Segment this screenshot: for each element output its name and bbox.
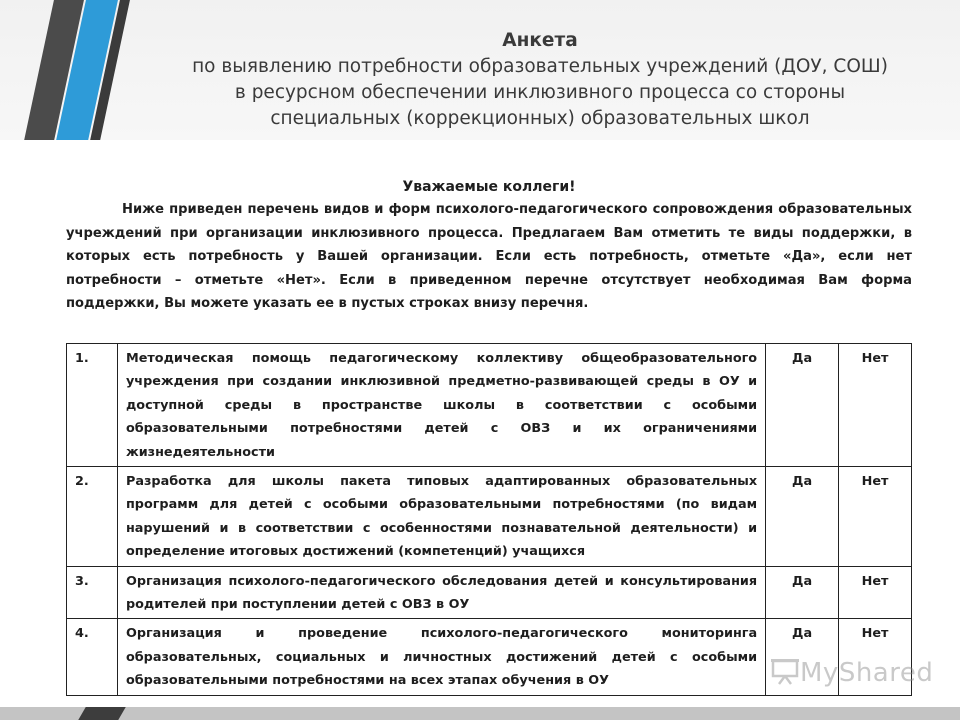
yes-option[interactable]: Да <box>766 566 839 619</box>
bottom-accent <box>78 707 126 720</box>
row-text: Организация и проведение психолого-педагогического мониторинга образовательных, социальных и личностных достижений детей с особыми образовательными потребностями на всех этапах обучения в ОУ <box>117 619 765 695</box>
bottom-bar <box>0 707 960 720</box>
yes-option[interactable]: Да <box>766 619 839 695</box>
watermark <box>770 656 933 690</box>
row-number: 1. <box>67 344 118 467</box>
yes-option[interactable]: Да <box>766 344 839 467</box>
no-option[interactable]: Нет <box>839 467 912 567</box>
row-number: 2. <box>67 467 118 567</box>
title-line-4: специальных (коррекционных) образовательных школ <box>270 108 810 129</box>
watermark-text: MyShared <box>800 658 934 688</box>
survey-table <box>66 343 912 696</box>
title-line-2: по выявлению потребности образовательных учреждений (ДОУ, СОШ) <box>192 56 888 77</box>
row-text: Организация психолого-педагогического обследования детей и консультирования родителей при поступлении детей с ОВЗ в ОУ <box>117 566 765 619</box>
row-number: 3. <box>67 566 118 619</box>
table-row <box>67 467 912 567</box>
table-row <box>67 344 912 467</box>
title-heading: Анкета <box>502 30 578 51</box>
no-option[interactable]: Нет <box>839 566 912 619</box>
slide-title <box>150 28 930 132</box>
row-number: 4. <box>67 619 118 695</box>
greeting: Уважаемые коллеги! <box>402 179 576 195</box>
no-option[interactable]: Нет <box>839 344 912 467</box>
title-band <box>0 0 960 140</box>
yes-option[interactable]: Да <box>766 467 839 567</box>
row-text: Разработка для школы пакета типовых адаптированных образовательных программ для детей с особыми образовательными потребностями (по видам нарушений и в соответствии с особенностями познавательной деятельности) и определение итоговых достижений (компетенций) учащихся <box>117 467 765 567</box>
no-option[interactable]: Нет <box>839 619 912 695</box>
intro-paragraph: Ниже приведен перечень видов и форм психолого-педагогического сопровождения образовательных учреждений при организации инклюзивного процесса. Предлагаем Вам отметить те виды поддержки, в которых есть потребность у Вашей организации. Если есть потребность, отметьте «Да», если нет потребности – отметьте «Нет». Если в приведенном перечне отсутствует необходимая Вам форма поддержки, Вы можете указать ее в пустых строках внизу перечня. <box>66 202 912 312</box>
decorative-stripes <box>0 0 130 140</box>
document-body <box>66 176 912 316</box>
row-text: Методическая помощь педагогическому коллективу общеобразовательного учреждения при создании инклюзивной предметно-развивающей среды в ОУ и доступной среды в пространстве школы в соответствии с особыми образовательными потребностями детей с ОВЗ и их ограничениями жизнедеятельности <box>117 344 765 467</box>
table-row <box>67 566 912 619</box>
title-line-3: в ресурсном обеспечении инклюзивного процесса со стороны <box>234 82 846 103</box>
projector-screen-icon <box>770 656 800 690</box>
